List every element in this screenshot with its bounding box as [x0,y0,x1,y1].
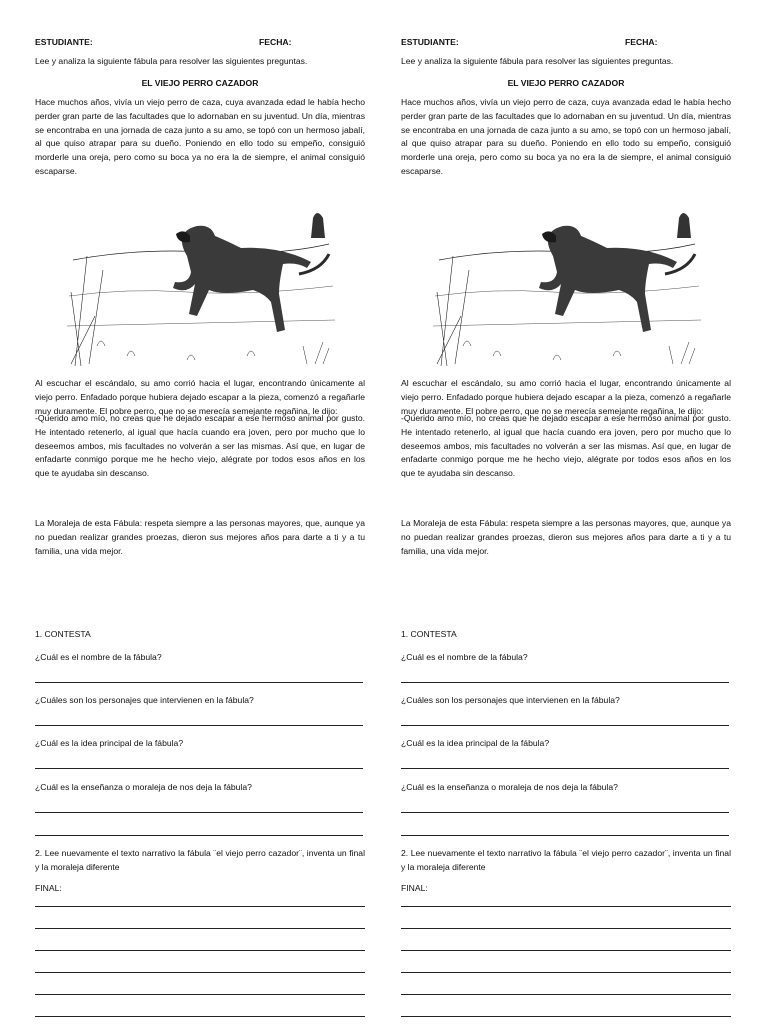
worksheet-copy-left [35,0,365,1024]
question-3: ¿Cuál es la idea principal de la fábula? [35,738,184,748]
answer-line[interactable] [401,812,729,813]
answer-line[interactable] [35,972,365,973]
answer-line[interactable] [35,768,363,769]
section-2-instruction: 2. Lee nuevamente el texto narrativo la fábula ¨el viejo perro cazador¨, inventa un final y la moraleja diferente [401,848,731,872]
story-paragraph-1: Hace muchos años, vivía un viejo perro de caza, cuya avanzada edad le había hecho perder gran parte de las facultades que lo adornaban en su juventud. Un día, mientras se encontraba en una jornada de caza junto a su amo, se topó con un hermoso jabalí, al que quiso atrapar para su dueño. Poniendo en ello todo su empeño, consiguió morderle una oreja, pero como su boca ya no era la de siempre, el animal consiguió escaparse. [401,97,731,176]
final-label: FINAL: [35,883,62,893]
student-label: ESTUDIANTE: [401,37,459,47]
section-1-heading: 1. CONTESTA [401,629,457,639]
story-title: EL VIEJO PERRO CAZADOR [141,78,259,88]
answer-line[interactable] [35,1016,365,1017]
story-paragraph-3: -Querido amo mío, no creas que he dejado escapar a ese hermoso animal por gusto. He intentado retenerlo, al igual que hacía cuando era joven, pero por mucho que lo deseemos ambos, mis facultades no volverán a ser las mismas. Así que, en lugar de enfadarte conmigo porque me he hecho viejo, alégrate por todos esos años en los que te ayudaba sin descanso. [35,413,365,479]
answer-line[interactable] [35,928,365,929]
story-moral: La Moraleja de esta Fábula: respeta siempre a las personas mayores, que, aunque ya no puedan realizar grandes proezas, dieron sus mejores años para darte a ti y a tu familia, una vida mejor. [401,518,731,556]
answer-line[interactable] [401,994,731,995]
question-1: ¿Cuál es el nombre de la fábula? [35,652,162,662]
answer-line[interactable] [35,950,365,951]
answer-line[interactable] [401,950,731,951]
answer-line[interactable] [401,682,729,683]
question-4: ¿Cuál es la enseñanza o moraleja de nos deja la fábula? [35,782,252,792]
answer-line[interactable] [35,812,363,813]
instruction-text: Lee y analiza la siguiente fábula para resolver las siguientes preguntas. [35,56,308,66]
answer-line[interactable] [35,906,365,907]
student-header [35,36,365,50]
answer-line[interactable] [401,906,731,907]
answer-line[interactable] [35,994,365,995]
worksheet-copy-right [401,0,731,1024]
question-3: ¿Cuál es la idea principal de la fábula? [401,738,550,748]
answer-line[interactable] [401,972,731,973]
story-title: EL VIEJO PERRO CAZADOR [507,78,625,88]
question-2: ¿Cuáles son los personajes que intervienen en la fábula? [401,695,620,705]
answer-line[interactable] [401,725,729,726]
date-label: FECHA: [625,37,658,47]
story-paragraph-2: Al escuchar el escándalo, su amo corrió hacia el lugar, encontrando únicamente al viejo perro. Enfadado porque hubiera dejado escapar a la pieza, comenzó a regañarle muy duramente. El pobre perro, que no se merecía semejante regañina, le dijo: [401,378,731,416]
question-1: ¿Cuál es el nombre de la fábula? [401,652,528,662]
date-label: FECHA: [259,37,292,47]
story-paragraph-2: Al escuchar el escándalo, su amo corrió hacia el lugar, encontrando únicamente al viejo perro. Enfadado porque hubiera dejado escapar a la pieza, comenzó a regañarle muy duramente. El pobre perro, que no se merecía semejante regañina, le dijo: [35,378,365,416]
story-moral: La Moraleja de esta Fábula: respeta siempre a las personas mayores, que, aunque ya no puedan realizar grandes proezas, dieron sus mejores años para darte a ti y a tu familia, una vida mejor. [35,518,365,556]
final-label: FINAL: [401,883,428,893]
answer-line[interactable] [35,682,363,683]
answer-line[interactable] [401,768,729,769]
question-2: ¿Cuáles son los personajes que intervienen en la fábula? [35,695,254,705]
instruction-text: Lee y analiza la siguiente fábula para resolver las siguientes preguntas. [401,56,674,66]
student-header [401,36,731,50]
answer-line[interactable] [401,835,729,836]
hunting-dog-illustration-icon [433,196,701,368]
section-1-heading: 1. CONTESTA [35,629,91,639]
student-label: ESTUDIANTE: [35,37,93,47]
answer-line[interactable] [35,725,363,726]
answer-line[interactable] [401,928,731,929]
answer-line[interactable] [401,1016,731,1017]
hunting-dog-illustration-icon [67,196,335,368]
answer-line[interactable] [35,835,363,836]
question-4: ¿Cuál es la enseñanza o moraleja de nos deja la fábula? [401,782,618,792]
story-paragraph-3: -Querido amo mío, no creas que he dejado escapar a ese hermoso animal por gusto. He intentado retenerlo, al igual que hacía cuando era joven, pero por mucho que lo deseemos ambos, mis facultades no volverán a ser las mismas. Así que, en lugar de enfadarte conmigo porque me he hecho viejo, alégrate por todos esos años en los que te ayudaba sin descanso. [401,413,731,479]
section-2-instruction: 2. Lee nuevamente el texto narrativo la fábula ¨el viejo perro cazador¨, inventa un final y la moraleja diferente [35,848,365,872]
story-paragraph-1: Hace muchos años, vivía un viejo perro de caza, cuya avanzada edad le había hecho perder gran parte de las facultades que lo adornaban en su juventud. Un día, mientras se encontraba en una jornada de caza junto a su amo, se topó con un hermoso jabalí, al que quiso atrapar para su dueño. Poniendo en ello todo su empeño, consiguió morderle una oreja, pero como su boca ya no era la de siempre, el animal consiguió escaparse. [35,97,365,176]
